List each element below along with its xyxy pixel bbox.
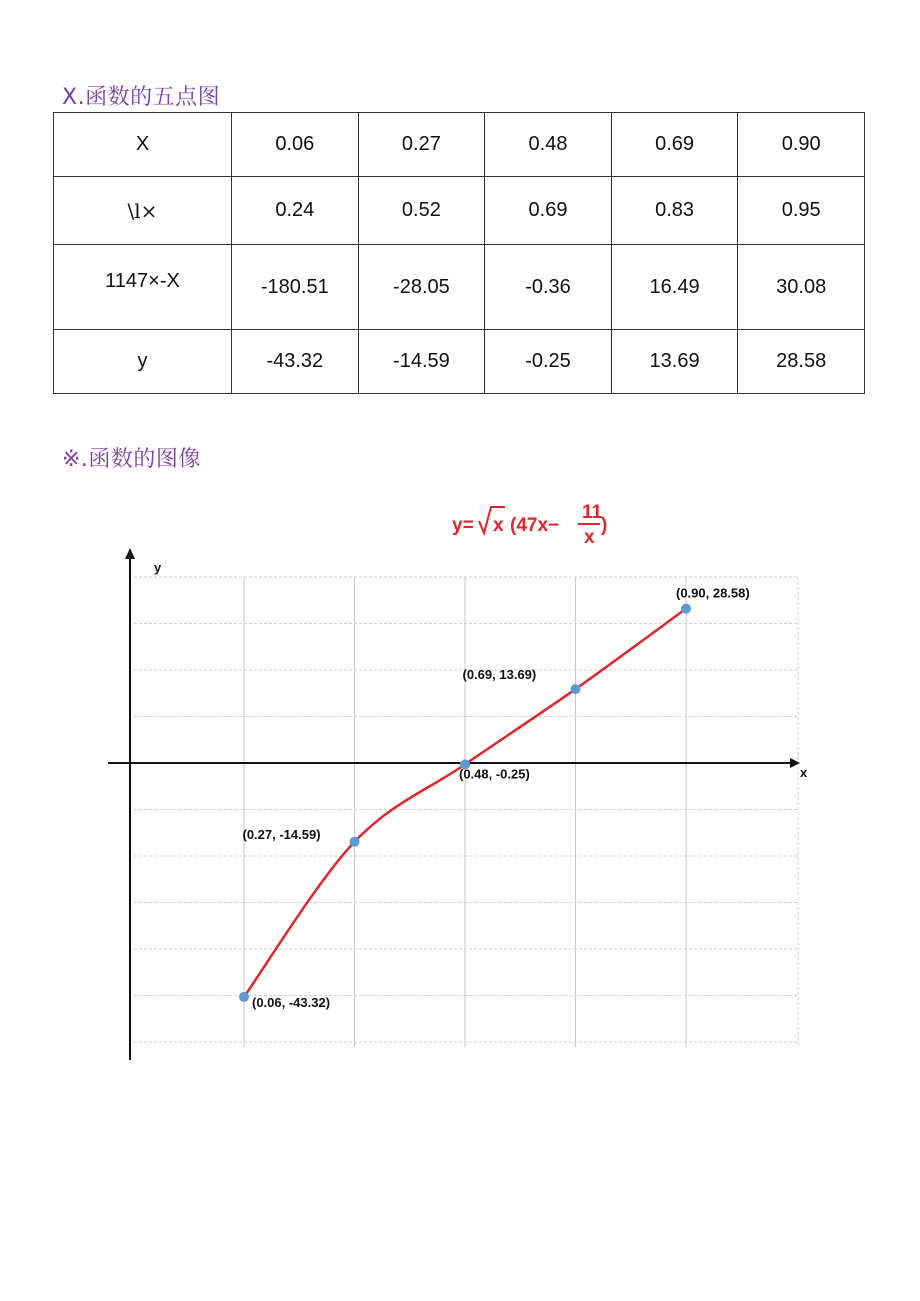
data-point — [681, 604, 691, 614]
formula-close: ) — [601, 515, 608, 536]
table-cell: -14.59 — [358, 330, 485, 394]
table-cell: 0.69 — [485, 177, 612, 245]
table-cell: 0.52 — [358, 177, 485, 245]
formula-denominator: x — [584, 527, 595, 548]
table-cell: 0.48 — [485, 113, 612, 177]
table-row — [54, 330, 865, 394]
data-point — [571, 684, 581, 694]
table-cell: -0.36 — [485, 245, 612, 330]
table-cell: 28.58 — [738, 330, 865, 394]
table-cell: -43.32 — [232, 330, 359, 394]
row-label — [54, 245, 232, 330]
table-cell: 0.06 — [232, 113, 359, 177]
table-cell: 30.08 — [738, 245, 865, 330]
x-axis-label: x — [800, 765, 808, 780]
function-graph — [100, 495, 820, 1070]
formula — [452, 502, 607, 548]
point-label: (0.06, -43.32) — [252, 994, 331, 1010]
table-cell: 0.24 — [232, 177, 359, 245]
grid — [134, 577, 798, 1047]
formula-numerator: 11 — [582, 502, 603, 523]
point-label: (0.90, 28.58) — [676, 585, 750, 601]
row-label: \l× — [54, 177, 232, 245]
table-row — [54, 177, 865, 245]
table-cell: -180.51 — [232, 245, 359, 330]
table-cell: 0.69 — [611, 113, 738, 177]
y-axis-label: y — [154, 560, 162, 575]
y-axis-arrow-icon — [125, 548, 135, 559]
row-label-text: 1147×-X — [105, 269, 180, 292]
data-point — [239, 992, 249, 1002]
row-label: X — [54, 113, 232, 177]
row-label: y — [54, 330, 232, 394]
data-points — [239, 586, 750, 1010]
point-label: (0.69, 13.69) — [462, 667, 537, 683]
table-cell: 16.49 — [611, 245, 738, 330]
table-cell: 0.90 — [738, 113, 865, 177]
point-label: (0.27, -14.59) — [242, 826, 321, 842]
table-cell: 13.69 — [611, 330, 738, 394]
table-row — [54, 113, 865, 177]
table-cell: 0.27 — [358, 113, 485, 177]
table-cell: 0.83 — [611, 177, 738, 245]
formula-radicand: x — [493, 515, 504, 536]
section-title-five-points: X.函数的五点图 — [62, 85, 221, 110]
formula-lhs: y= — [452, 515, 474, 536]
table-cell: -28.05 — [358, 245, 485, 330]
formula-mid: (47x− — [510, 515, 560, 536]
data-point — [350, 837, 360, 847]
table-row — [54, 245, 865, 330]
table-cell: -0.25 — [485, 330, 612, 394]
five-point-table — [53, 112, 865, 394]
table-cell: 0.95 — [738, 177, 865, 245]
section-title-graph: ※.函数的图像 — [62, 447, 201, 472]
point-label: (0.48, -0.25) — [459, 766, 530, 782]
